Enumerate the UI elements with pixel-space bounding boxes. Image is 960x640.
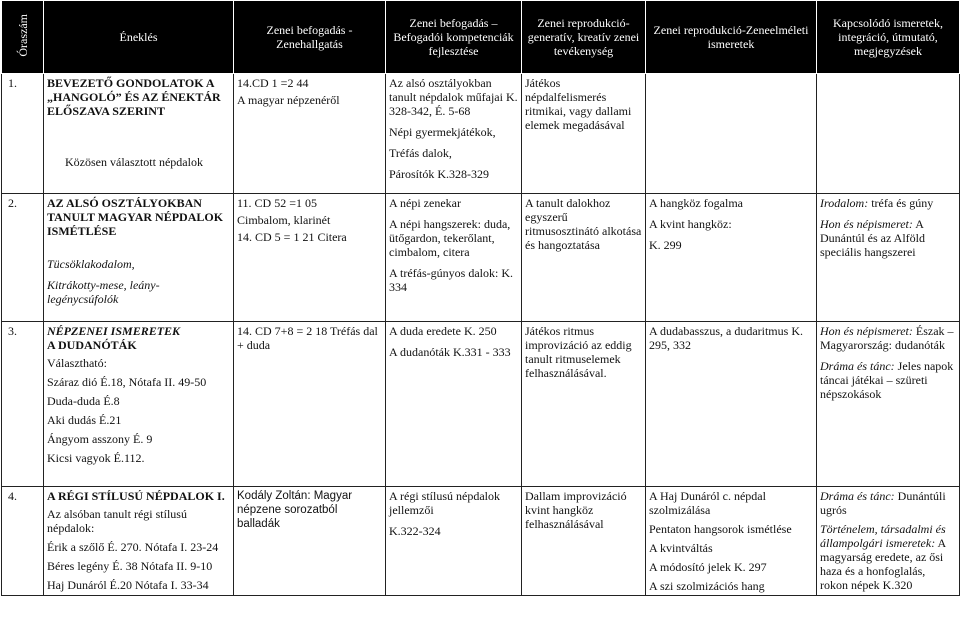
cell-text: Kitrákotty-mese, leány-legénycsúfolók xyxy=(47,278,160,306)
cell-text: A kvintváltás xyxy=(649,541,713,555)
section-title: A RÉGI STÍLUSÚ NÉPDALOK I. xyxy=(47,489,225,503)
cell-text: A duda eredete K. 250 xyxy=(389,324,497,338)
lesson-number: 3. xyxy=(2,322,44,487)
lesson-number: 1. xyxy=(2,74,44,194)
cell-text: A kvint hangköz: xyxy=(649,217,732,231)
listening-cell: 14. CD 7+8 = 2 18 Tréfás dal + duda xyxy=(234,322,386,487)
integration-cell xyxy=(817,322,960,487)
cell-text: A Haj Dunáról c. népdal szolmizálása xyxy=(649,489,766,517)
cell-text: A hangköz fogalma xyxy=(649,196,743,210)
cell-text: Az alsó osztályokban tanult népdalok műfajai K. 328-342, É. 5-68 xyxy=(389,76,518,118)
cell-text: A Dunántúl és az Alföld speciális hangszerei xyxy=(820,217,925,259)
cell-text: Jeles napok táncai játékai – szüreti népszokások xyxy=(820,359,954,401)
header-lesson-number: Óraszám xyxy=(2,1,44,74)
listening-cell xyxy=(234,74,386,194)
cell-text: A népi zenekar xyxy=(389,196,461,210)
cell-text: K.322-324 xyxy=(389,524,441,538)
cell-text: Cimbalom, klarinét xyxy=(237,213,331,227)
reception-cell xyxy=(386,194,522,322)
cell-label: Irodalom: xyxy=(820,196,869,210)
theory-cell xyxy=(646,74,817,194)
header-reception: Zenei befogadás – Befogadói kompetenciák fejlesztése xyxy=(386,1,522,74)
lesson-number: 2. xyxy=(2,194,44,322)
theory-cell: A dudabasszus, a dudaritmus K. 295, 332 xyxy=(646,322,817,487)
cell-text: Párosítók K.328-329 xyxy=(389,167,489,181)
cell-text: A tréfás-gúnyos dalok: K. 334 xyxy=(389,266,513,294)
header-row xyxy=(2,1,960,74)
theory-cell xyxy=(646,194,817,322)
section-subtitle: A DUDANÓTÁK xyxy=(47,338,137,352)
header-integration: Kapcsolódó ismeretek, integráció, útmutató, megjegyzések xyxy=(817,1,960,74)
section-title: NÉPZENEI ISMERETEK xyxy=(47,324,181,338)
cell-text: Az alsóban tanult régi stílusú népdalok: xyxy=(47,507,187,535)
cell-text: Észak – Magyarország: dudanóták xyxy=(820,324,954,352)
cell-text: Béres legény É. 38 Nótafa II. 9-10 xyxy=(47,559,213,573)
cell-text: Száraz dió É.18, Nótafa II. 49-50 xyxy=(47,375,207,389)
singing-cell xyxy=(44,322,234,487)
reception-cell xyxy=(386,487,522,596)
table-row xyxy=(2,487,960,596)
cell-text: K. 299 xyxy=(649,238,682,252)
reception-cell xyxy=(386,322,522,487)
generative-cell: Játékos népdalfelismerés ritmikai, vagy dallami elemek megadásával xyxy=(522,74,646,194)
section-title: AZ ALSÓ OSZTÁLYOKBAN TANULT MAGYAR NÉPDALOK ISMÉTLÉSE xyxy=(47,196,224,238)
cell-label: Dráma és tánc: xyxy=(820,359,895,373)
singing-cell xyxy=(44,74,234,194)
cell-text: Érik a szőlő É. 270. Nótafa I. 23-24 xyxy=(47,540,219,554)
curriculum-table xyxy=(1,0,960,596)
cell-label: Hon és népismeret: xyxy=(820,324,913,338)
cell-text: A dudanóták K.331 - 333 xyxy=(389,345,511,359)
cell-text: 11. CD 52 =1 05 xyxy=(237,196,317,210)
table-row xyxy=(2,322,960,487)
cell-text: tréfa és gúny xyxy=(871,196,934,210)
cell-text: Haj Dunáról É.20 Nótafa I. 33-34 xyxy=(47,578,209,592)
generative-cell: A tanult dalokhoz egyszerű ritmusosztinátó alkotása és hangoztatása xyxy=(522,194,646,322)
theory-cell xyxy=(646,487,817,596)
cell-label: Dráma és tánc: xyxy=(820,489,895,503)
integration-cell xyxy=(817,74,960,194)
header-generative: Zenei reprodukció-generatív, kreatív zenei tevékenység xyxy=(522,1,646,74)
generative-cell: Játékos ritmus improvizáció az eddig tanult ritmuselemek felhasználásával. xyxy=(522,322,646,487)
cell-text: A módosító jelek K. 297 xyxy=(649,560,767,574)
reception-cell xyxy=(386,74,522,194)
cell-text: Tücsöklakodalom, xyxy=(47,257,135,271)
cell-text: Kicsi vagyok É.112. xyxy=(47,451,145,465)
cell-text: Tréfás dalok, xyxy=(389,146,452,160)
cell-text: Duda-duda É.8 xyxy=(47,394,120,408)
cell-text: Választható: xyxy=(47,356,107,370)
singing-cell xyxy=(44,487,234,596)
cell-text: 14.CD 1 =2 44 xyxy=(237,76,309,90)
header-singing: Éneklés xyxy=(44,1,234,74)
section-title: BEVEZETŐ GONDOLATOK A „HANGOLÓ” ÉS AZ ÉNEKTÁR ELŐSZAVA SZERINT xyxy=(47,76,221,118)
cell-label: Hon és népismeret: xyxy=(820,217,913,231)
integration-cell xyxy=(817,487,960,596)
listening-cell xyxy=(234,194,386,322)
cell-text: A szi szolmizációs hang xyxy=(649,579,765,593)
cell-label: Történelem, társadalmi és állampolgári ismeretek: xyxy=(820,522,946,550)
cell-text: Pentaton hangsorok ismétlése xyxy=(649,522,792,536)
cell-text: A magyarság eredete, az ősi haza és a honfoglalás, rokon népek K.320 xyxy=(820,536,946,592)
cell-text: Aki dudás É.21 xyxy=(47,413,122,427)
lesson-number: 4. xyxy=(2,487,44,596)
cell-text: Ángyom asszony É. 9 xyxy=(47,432,153,446)
cell-text: A magyar népzenéről xyxy=(237,93,340,107)
singing-cell xyxy=(44,194,234,322)
generative-cell: Dallam improvizáció kvint hangköz felhasználásával xyxy=(522,487,646,596)
table-row xyxy=(2,194,960,322)
cell-text: Közösen választott népdalok xyxy=(65,155,203,169)
cell-text: 14. CD 5 = 1 21 Citera xyxy=(237,230,347,244)
header-listening: Zenei befogadás - Zenehallgatás xyxy=(234,1,386,74)
cell-text: A régi stílusú népdalok jellemzői xyxy=(389,489,500,517)
table-row xyxy=(2,74,960,194)
integration-cell xyxy=(817,194,960,322)
cell-text: A népi hangszerek: duda, ütőgardon, tekerőlant, cimbalom, citera xyxy=(389,217,511,259)
header-theory: Zenei reprodukció-Zeneelméleti ismeretek xyxy=(646,1,817,74)
cell-text: Dunántúli ugrós xyxy=(820,489,946,517)
listening-cell xyxy=(234,487,386,596)
cell-text: Népi gyermekjátékok, xyxy=(389,125,496,139)
cell-text: Kodály Zoltán: Magyar népzene sorozatból balladák xyxy=(237,490,353,530)
